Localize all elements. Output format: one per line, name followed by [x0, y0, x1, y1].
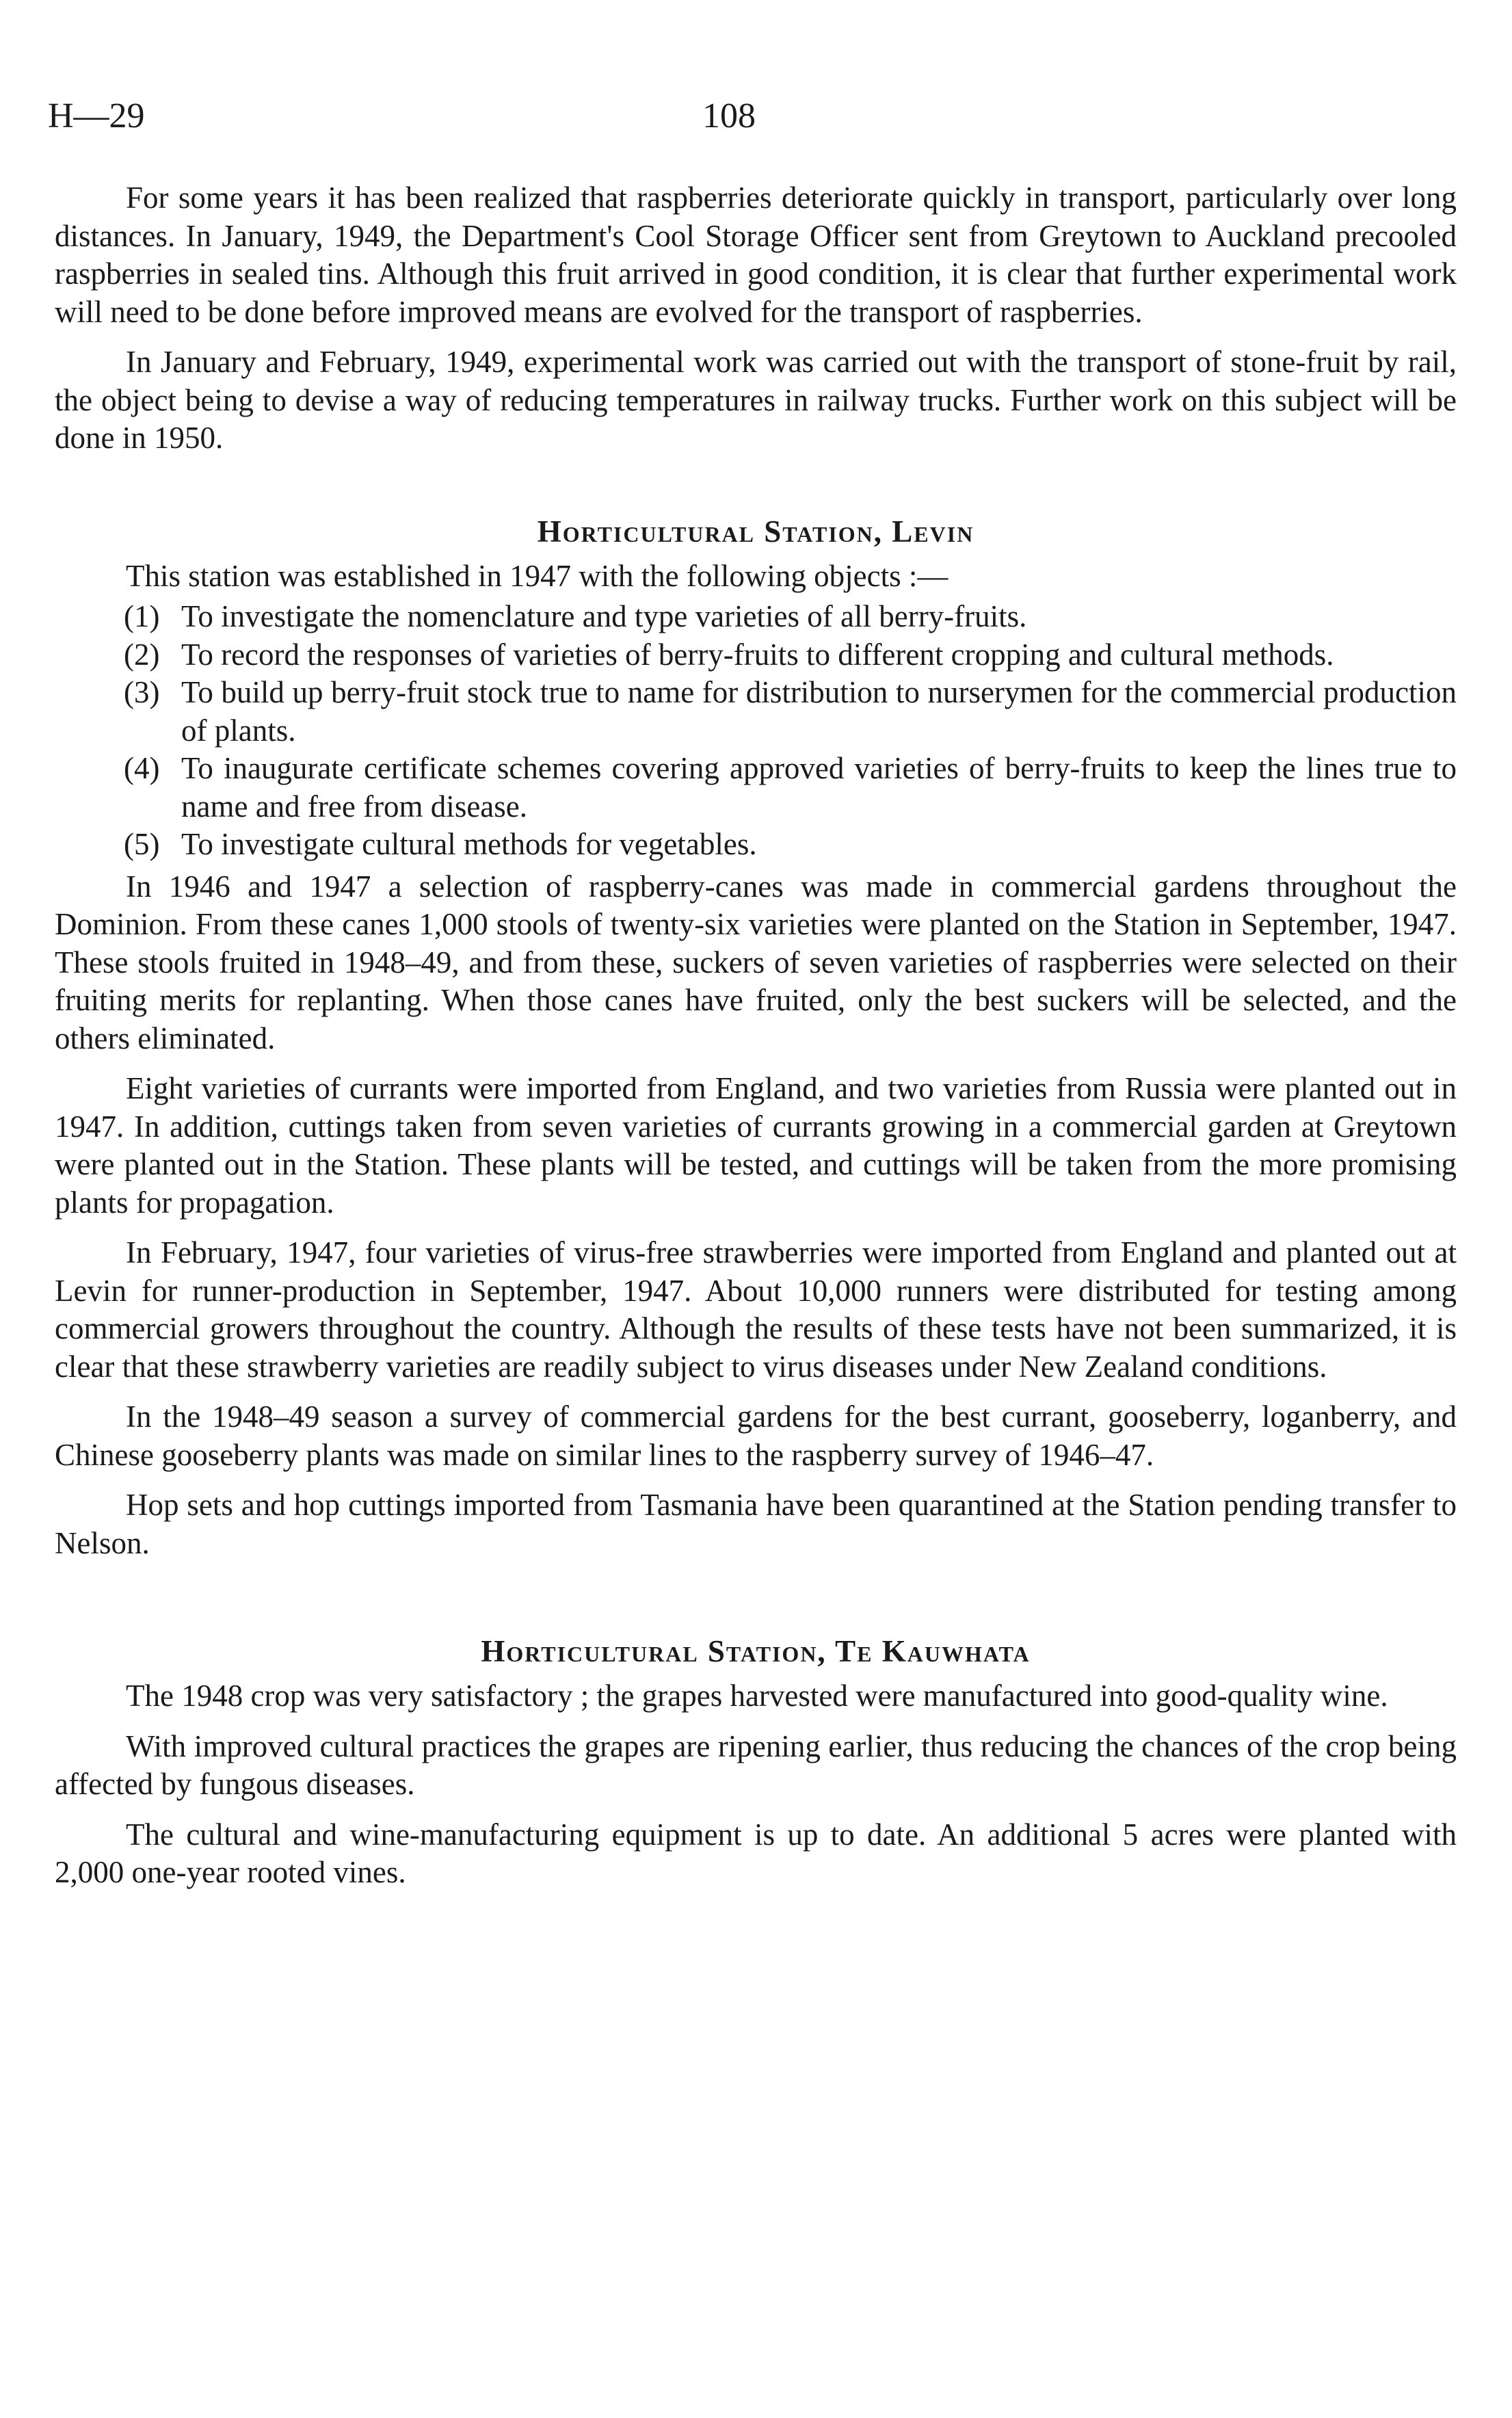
paragraph: Hop sets and hop cuttings imported from Tasmania have been quarantined at the Station pending transfer to Nelson. [55, 1488, 1457, 1560]
objectives-list [55, 598, 1457, 864]
page-number: 108 [702, 96, 756, 135]
list-item-text: To investigate the nomenclature and type varieties of all berry-fruits. [181, 599, 1027, 633]
paragraph: The 1948 crop was very satisfactory ; the grapes harvested were manufactured into good-quality wine. [126, 1679, 1388, 1713]
list-item-text: To build up berry-fruit stock true to name for distribution to nurserymen for the commercial production of plants. [181, 675, 1457, 748]
list-item-text: To investigate cultural methods for vegetables. [181, 827, 757, 861]
list-item [55, 750, 1457, 826]
list-item-number: (5) [124, 827, 160, 861]
document-code: H—29 [48, 96, 145, 135]
paragraph: With improved cultural practices the grapes are ripening earlier, thus reducing the chances of the crop being affected by fungous diseases. [55, 1729, 1457, 1801]
list-item [55, 598, 1457, 636]
section-heading-levin: Horticultural Station, Levin [537, 514, 974, 549]
paragraph: For some years it has been realized that raspberries deteriorate quickly in transport, particularly over long distances. In January, 1949, the Department's Cool Storage Officer sent from Greytown to Auckland precooled raspberries in sealed tins. Although this fruit arrived in good condition, it is clear that further experimental work will need to be done before improved means are evolved for the transport of raspberries. [55, 181, 1457, 329]
section-intro: This station was established in 1947 with the following objects :— [126, 558, 949, 593]
paragraph: In the 1948–49 season a survey of commercial gardens for the best currant, gooseberry, loganberry, and Chinese gooseberry plants was made on similar lines to the raspberry survey of 1946–47. [55, 1399, 1457, 1472]
list-item [55, 636, 1457, 674]
paragraph: Eight varieties of currants were imported from England, and two varieties from Russia were planted out in 1947. In addition, cuttings taken from seven varieties of currants growing in a commercial garden at Greytown were planted out in the Station. These plants will be tested, and cuttings will be taken from the more promising plants for propagation. [55, 1071, 1457, 1220]
list-item [55, 674, 1457, 750]
paragraph: The cultural and wine-manufacturing equipment is up to date. An additional 5 acres were planted with 2,000 one-year rooted vines. [55, 1817, 1457, 1889]
list-item-text: To inaugurate certificate schemes covering approved varieties of berry-fruits to keep the lines true to name and free from disease. [181, 751, 1457, 824]
paragraph: In February, 1947, four varieties of virus-free strawberries were imported from England and planted out at Levin for runner-production in September, 1947. About 10,000 runners were distributed for testing among commercial growers throughout the country. Although the results of these tests have not been summarized, it is clear that these strawberry varieties are readily subject to virus diseases under New Zealand conditions. [55, 1235, 1457, 1384]
list-item-text: To record the responses of varieties of berry-fruits to different cropping and cultural methods. [181, 637, 1334, 672]
paragraph: In January and February, 1949, experimental work was carried out with the transport of stone-fruit by rail, the object being to devise a way of reducing temperatures in railway trucks. Further work on this subject will be done in 1950. [55, 345, 1457, 455]
page-body [55, 179, 1457, 1904]
page-header [48, 96, 1464, 150]
section-heading-te-kauwhata: Horticultural Station, Te Kauwhata [481, 1634, 1031, 1668]
list-item-number: (1) [124, 599, 160, 633]
list-item-number: (2) [124, 637, 160, 672]
paragraph: In 1946 and 1947 a selection of raspberry-canes was made in commercial gardens throughout the Dominion. From these canes 1,000 stools of twenty-six varieties were planted on the Station in September, 1947. These stools fruited in 1948–49, and from these, suckers of seven varieties of raspberries were selected on their fruiting merits for replanting. When those canes have fruited, only the best suckers will be selected, and the others eliminated. [55, 869, 1457, 1055]
list-item-number: (4) [124, 751, 160, 785]
list-item [55, 826, 1457, 864]
list-item-number: (3) [124, 675, 160, 709]
